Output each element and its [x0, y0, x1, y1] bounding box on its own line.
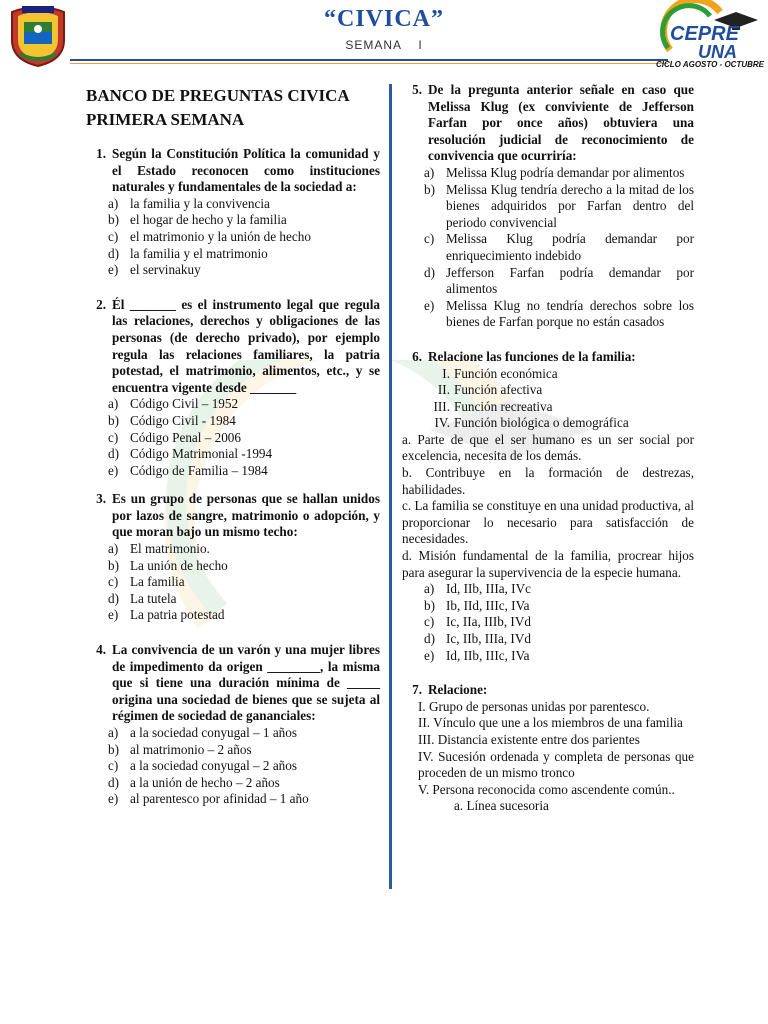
- list-item: [428, 399, 694, 416]
- option-letter: e): [108, 791, 119, 807]
- column-divider: [389, 84, 392, 889]
- option[interactable]: [108, 541, 380, 558]
- option-text: a la sociedad conyugal – 2 años: [130, 758, 297, 774]
- option-text: Ic, IIa, IIIb, IVd: [446, 614, 531, 630]
- option-letter: e): [108, 262, 119, 278]
- question-4-options: [108, 725, 380, 808]
- option-letter: a): [108, 195, 119, 211]
- bank-heading: [86, 84, 380, 132]
- heading-line-1: BANCO DE PREGUNTAS CIVICA: [86, 86, 350, 105]
- option[interactable]: [108, 229, 380, 246]
- roman-numeral: I.: [442, 365, 450, 381]
- option-letter: a): [108, 725, 119, 740]
- option[interactable]: [424, 614, 694, 631]
- week-number: I: [418, 38, 423, 52]
- option-letter: a): [424, 164, 435, 180]
- option-letter: a): [424, 581, 435, 597]
- option-letter: d): [108, 245, 119, 261]
- option-text: la familia y el matrimonio: [130, 245, 268, 261]
- question-text: Él _______ es el instrumento legal que regula las relaciones, derechos y obligaciones de las personas (de derecho privado), por ejemplo regula las relaciones familiares, la patria potestad, el matrimonio, alimentos, etc., y se encuentra vigente desde _______: [112, 296, 380, 395]
- option[interactable]: [108, 775, 380, 792]
- option[interactable]: [424, 648, 694, 665]
- option[interactable]: [424, 298, 694, 331]
- option[interactable]: [108, 758, 380, 775]
- option-letter: c): [108, 228, 119, 244]
- option[interactable]: [108, 262, 380, 279]
- question-text: Relacione las funciones de la familia:: [428, 348, 636, 364]
- option-text: a la unión de hecho – 2 años: [130, 774, 280, 790]
- option-text: el matrimonio y la unión de hecho: [130, 228, 311, 244]
- option-text: el hogar de hecho y la familia: [130, 212, 287, 228]
- option[interactable]: [108, 196, 380, 213]
- option-text: la familia y la convivencia: [130, 195, 270, 211]
- question-text: La convivencia de un varón y una mujer libres de impedimento da origen ________, la misma que si tiene una duración mínima de _____ origina una sociedad de bienes que se sujeta al régimen de sociedad de gananciales:: [112, 642, 380, 724]
- option-letter: b): [108, 212, 119, 228]
- option-text: Melissa Klug no tendría derechos sobre los bienes de Farfan porque no están casados: [446, 297, 694, 330]
- question-number: 3.: [96, 491, 106, 507]
- option-letter: d): [108, 446, 119, 462]
- option-letter: e): [424, 647, 435, 663]
- option-text: Melissa Klug tendría derecho a la mitad de los bienes adquiridos por Farfan dentro del periodo convivencial: [446, 181, 694, 230]
- relation-item-3: III. Distancia existente entre dos parientes: [418, 731, 640, 747]
- option[interactable]: [424, 598, 694, 615]
- question-2-options: [108, 396, 380, 479]
- option-letter: e): [424, 297, 435, 313]
- option-text: Código Civil – 1952: [130, 396, 239, 412]
- roman-numeral: II.: [437, 382, 450, 398]
- question-number: 2.: [96, 296, 106, 312]
- page-title: “CIVICA”: [323, 6, 444, 32]
- option[interactable]: [108, 446, 380, 463]
- description-c: c. La familia se constituye en una unidad productiva, al proporcionar lo necesario para satisfacción de necesidades.: [402, 498, 694, 547]
- option-text: Código Civil - 1984: [130, 412, 236, 428]
- question-5-options: [424, 165, 694, 331]
- option-letter: d): [424, 264, 435, 280]
- question-number: 6.: [412, 348, 422, 364]
- relation-item-1: I. Grupo de personas unidas por parentesco.: [418, 698, 650, 714]
- option-letter: b): [108, 741, 119, 757]
- option-letter: b): [108, 557, 119, 573]
- option[interactable]: [108, 463, 380, 480]
- cycle-label: CICLO AGOSTO - OCTUBRE: [656, 60, 764, 69]
- option-letter: b): [424, 597, 435, 613]
- question-text: Según la Constitución Política la comunidad y el Estado reconocen como instituciones naturales y fundamentales de la sociedad a:: [112, 146, 380, 195]
- relation-item-4: IV. Sucesión ordenada y completa de personas que proceden de un mismo tronco: [418, 748, 694, 781]
- option[interactable]: [108, 396, 380, 413]
- option[interactable]: [108, 413, 380, 430]
- option[interactable]: [424, 231, 694, 264]
- option[interactable]: [424, 265, 694, 298]
- logo-text-una: UNA: [698, 42, 737, 62]
- option-text: el servinakuy: [130, 262, 201, 278]
- question-7: [402, 682, 694, 699]
- header-rule-accent: [70, 63, 668, 64]
- option-letter: d): [424, 631, 435, 646]
- relation-item-5: V. Persona reconocida como ascendente común..: [418, 781, 675, 797]
- option[interactable]: [108, 791, 380, 808]
- option-letter: b): [424, 181, 435, 197]
- question-number: 1.: [96, 146, 106, 161]
- option[interactable]: [108, 430, 380, 447]
- question-1: [86, 146, 380, 196]
- option-text: al parentesco por afinidad – 1 año: [130, 791, 309, 807]
- header-rule: [70, 59, 668, 61]
- roman-numeral: IV.: [434, 415, 450, 431]
- question-6: [402, 349, 694, 366]
- option-text: La unión de hecho: [130, 557, 228, 573]
- relation-option-a: a. Línea sucesoria: [454, 798, 549, 814]
- left-column: [86, 80, 380, 808]
- option[interactable]: [424, 631, 694, 648]
- option-text: La patria potestad: [130, 607, 225, 623]
- right-column: [402, 80, 694, 815]
- question-text: Relacione:: [428, 682, 488, 698]
- relation-item-2: II. Vínculo que une a los miembros de una familia: [418, 715, 683, 731]
- option[interactable]: [108, 246, 380, 263]
- option[interactable]: [108, 591, 380, 608]
- option-letter: b): [108, 412, 119, 428]
- option-letter: c): [424, 614, 435, 630]
- question-number: 5.: [412, 82, 422, 97]
- option-letter: a): [108, 541, 119, 557]
- list-item-text: Función afectiva: [454, 382, 543, 398]
- list-item-text: Función biológica o demográfica: [454, 415, 629, 431]
- option-text: Ib, IId, IIIc, IVa: [446, 597, 530, 613]
- question-3-options: [108, 541, 380, 624]
- option[interactable]: [424, 581, 694, 598]
- option[interactable]: [108, 742, 380, 759]
- option-letter: c): [108, 574, 119, 590]
- option-text: a la sociedad conyugal – 1 años: [130, 725, 297, 740]
- option-letter: d): [108, 590, 119, 606]
- list-item: [428, 382, 694, 399]
- question-number: 4.: [96, 642, 106, 658]
- description-b: b. Contribuye en la formación de destrezas, habilidades.: [402, 465, 694, 497]
- function-list: [428, 366, 694, 432]
- option-text: Código Matrimonial -1994: [130, 446, 273, 462]
- option-letter: d): [108, 774, 119, 790]
- option[interactable]: [108, 574, 380, 591]
- question-number: 7.: [412, 682, 422, 698]
- question-5: [402, 82, 694, 165]
- question-4: [86, 642, 380, 725]
- option-letter: c): [108, 758, 119, 774]
- question-6-options: [424, 581, 694, 664]
- question-text: Es un grupo de personas que se hallan unidos por lazos de sangre, matrimonio o adopción, y que moran bajo un mismo techo:: [112, 491, 380, 540]
- option-text: El matrimonio.: [130, 541, 210, 557]
- option-text: Código Penal – 2006: [130, 429, 241, 445]
- option-text: Id, IIb, IIIc, IVa: [446, 647, 530, 663]
- option-letter: e): [108, 607, 119, 623]
- option-text: Código de Familia – 1984: [130, 462, 268, 478]
- option-text: al matrimonio – 2 años: [130, 741, 252, 757]
- page-header: [0, 0, 768, 80]
- option[interactable]: [108, 558, 380, 575]
- option[interactable]: [108, 725, 380, 742]
- heading-line-2: PRIMERA SEMANA: [86, 110, 245, 129]
- description-d: d. Misión fundamental de la familia, procrear hijos para asegurar la supervivencia de la especie humana.: [402, 548, 694, 580]
- question-3: [86, 491, 380, 541]
- option[interactable]: [108, 607, 380, 624]
- option-text: Melissa Klug podría demandar por enriquecimiento indebido: [446, 231, 694, 263]
- question-text: De la pregunta anterior señale en caso que Melissa Klug (ex conviviente de Jefferson Farfan por once años) obtuviera una resolución judicial de reconocimiento de convivencia que ocurriría:: [428, 82, 694, 164]
- option[interactable]: [108, 212, 380, 229]
- list-item-text: Función recreativa: [454, 398, 553, 414]
- option-text: Melissa Klug podría demandar por alimentos: [446, 164, 685, 180]
- option-text: La tutela: [130, 590, 177, 606]
- option-text: Id, IIb, IIIa, IVc: [446, 581, 531, 597]
- option-text: Jefferson Farfan podría demandar por alimentos: [446, 264, 694, 297]
- question-1-options: [108, 196, 380, 279]
- option-text: Ic, IIb, IIIa, IVd: [446, 631, 531, 646]
- list-item: [428, 415, 694, 432]
- logo-text-cepre: CEPRE: [670, 23, 739, 45]
- option[interactable]: [424, 182, 694, 232]
- roman-numeral: III.: [433, 398, 450, 414]
- option-letter: e): [108, 462, 119, 478]
- list-item: [428, 366, 694, 383]
- week-text: SEMANA: [345, 38, 402, 52]
- list-item-text: Función económica: [454, 365, 558, 381]
- description-a: a. Parte de que el ser humano es un ser social por excelencia, necesita de los demás.: [402, 431, 694, 464]
- option-text: La familia: [130, 574, 185, 590]
- option-letter: a): [108, 396, 119, 412]
- option-letter: c): [424, 231, 435, 247]
- option[interactable]: [424, 165, 694, 182]
- question-2: [86, 297, 380, 397]
- option-letter: c): [108, 429, 119, 445]
